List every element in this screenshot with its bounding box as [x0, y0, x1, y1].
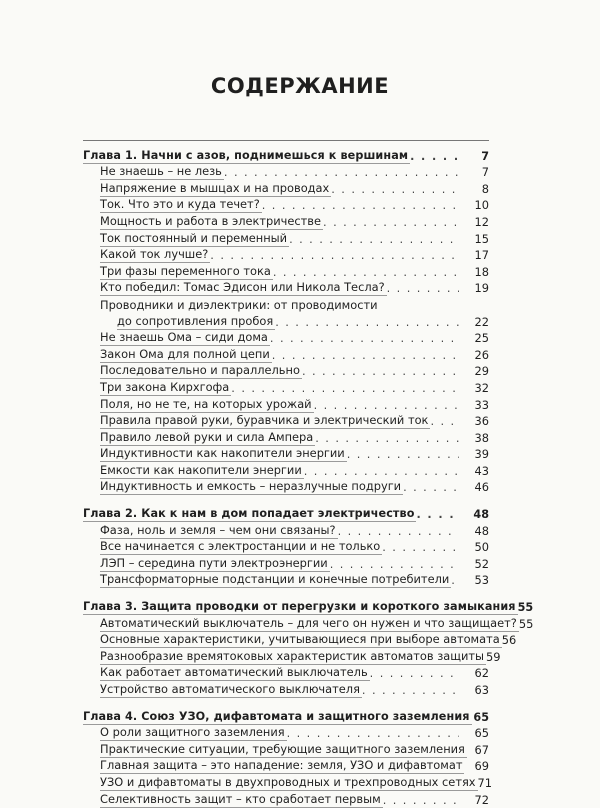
toc-entry-title: Мощность и работа в электричестве [100, 213, 322, 228]
toc-entry-page-number: 53 [474, 573, 489, 588]
toc-entry-title: Индуктивность и емкость – неразлучные подруги [100, 479, 402, 494]
toc-entry [83, 446, 489, 463]
dot-leader [370, 666, 459, 681]
toc-entry-title: Трансформаторные подстанции и конечные потребители [100, 572, 450, 587]
toc-entry [83, 230, 489, 247]
toc-entry-page-number: 15 [474, 231, 489, 246]
toc-entry-title: Фаза, ноль и земля – чем они связаны? [100, 522, 336, 537]
toc-entry-continuation [83, 313, 489, 330]
toc-entry-title: Три закона Кирхгофа [100, 379, 230, 394]
toc-entry-page-number: 32 [474, 380, 489, 395]
dot-leader [323, 215, 459, 230]
toc-entry-page-number: 72 [474, 792, 489, 807]
toc-entry-title: Основные характеристики, учитывающиеся при выборе автомата [100, 632, 500, 647]
toc-entry [83, 522, 489, 539]
toc-entry [83, 296, 489, 313]
toc-entry-title: Ток постоянный и переменный [100, 230, 288, 245]
dot-leader [231, 381, 459, 396]
toc-entry-page-number: 25 [474, 331, 489, 346]
toc-entry-page-number: 50 [474, 540, 489, 555]
toc-entry [83, 774, 493, 791]
toc-entry-page-number: 38 [474, 430, 489, 445]
dot-leader [224, 165, 459, 180]
toc-entry-title: Практические ситуации, требующие защитного заземления [100, 741, 465, 756]
toc-entry-page-number: 18 [474, 264, 489, 279]
toc-entry [83, 741, 489, 758]
toc-entry-page-number: 26 [474, 347, 489, 362]
toc-entry-title: ЛЭП – середина пути электроэнергии [100, 555, 328, 570]
toc-entry [83, 725, 489, 742]
toc-entry [83, 213, 489, 230]
toc-entry [83, 413, 489, 430]
toc-entry-page-number: 43 [474, 463, 489, 478]
toc-entry-page-number: 7 [481, 165, 489, 180]
toc-entry-title: Какой ток лучше? [100, 247, 209, 262]
dot-leader [403, 480, 459, 495]
toc-entry-title: Напряжение в мышцах и на проводах [100, 180, 330, 195]
toc-entry-page-number: 56 [501, 633, 517, 648]
toc-entry-page-number: 17 [474, 248, 489, 263]
toc-entry [83, 429, 489, 446]
chapter-heading [83, 708, 489, 725]
toc-entry-page-number: 67 [474, 742, 489, 757]
toc-entry-continuation-page-number: 22 [474, 314, 489, 329]
chapter-heading-page-number: 65 [473, 710, 489, 724]
dot-leader [302, 364, 459, 379]
toc-entry-title: Устройство автоматического выключателя [100, 682, 360, 696]
toc-entry-page-number: 33 [474, 397, 489, 412]
toc-entry [83, 263, 489, 280]
toc-entry [83, 648, 501, 665]
toc-entry [83, 363, 489, 380]
toc-entry [83, 379, 489, 396]
dot-leader [382, 540, 459, 555]
toc-entry-page-number: 10 [474, 198, 489, 213]
toc-entry-title: УЗО и дифавтоматы в двухпроводных и трехпроводных сетях [100, 774, 476, 789]
toc-entry-page-number: 39 [474, 447, 489, 462]
toc-entry [83, 280, 489, 297]
dot-leader [383, 793, 459, 808]
toc-entry-title: Последовательно и параллельно [100, 363, 300, 378]
chapter-heading-title: Глава 2. Как к нам в дом попадает электричество [83, 507, 415, 521]
toc-entry [83, 396, 489, 413]
toc-entry [83, 615, 534, 632]
chapter-heading-page-number: 55 [517, 601, 534, 615]
toc-entry [83, 791, 489, 808]
dot-leader [416, 507, 459, 522]
toc-entry-title: Проводники и диэлектрики: от проводимости [100, 297, 378, 312]
chapter-heading-title: Глава 1. Начни с азов, поднимешься к вершинам [83, 148, 409, 162]
chapter-heading [83, 505, 489, 522]
dot-leader [451, 573, 459, 588]
toc-entry-title: Правило левой руки и сила Ампера [100, 429, 314, 444]
dot-leader [331, 182, 459, 197]
chapter-heading-title: Глава 4. Союз УЗО, дифавтомата и защитного заземления [83, 709, 470, 723]
dot-leader [270, 331, 459, 346]
toc-entry [83, 330, 489, 347]
toc-entry-page-number: 46 [474, 480, 489, 495]
toc-entry-title: Разнообразие времятоковых характеристик автоматов защиты [100, 648, 485, 663]
toc-entry [83, 758, 489, 775]
dot-leader [262, 198, 459, 213]
dot-leader [330, 557, 459, 572]
toc-entry-page-number: 29 [474, 364, 489, 379]
toc-entry-title: Все начинается с электростанции и не только [100, 539, 381, 554]
dot-leader [315, 431, 459, 446]
dot-leader [275, 315, 459, 330]
dot-leader [287, 726, 459, 741]
toc-entry-page-number: 63 [474, 683, 489, 697]
toc-entry-page-number: 62 [474, 666, 489, 681]
dot-leader [430, 414, 459, 429]
toc-entry [83, 346, 489, 363]
toc-entry [83, 164, 489, 181]
toc-entry [83, 632, 517, 649]
toc-entry [83, 479, 489, 496]
chapter-heading [83, 147, 489, 164]
toc-entry-title: Автоматический выключатель – для чего он нужен и что защищает? [100, 615, 517, 630]
toc-entry [83, 681, 489, 698]
toc-entry-title: Три фазы переменного тока [100, 263, 271, 278]
toc-entry-page-number: 59 [486, 649, 501, 664]
dot-leader [387, 281, 459, 296]
dot-leader [347, 447, 459, 462]
chapter-heading-title: Глава 3. Защита проводки от перегрузки и короткого замыкания [83, 600, 516, 614]
toc-entry-page-number: 8 [481, 181, 489, 196]
toc-entry-page-number: 71 [477, 775, 493, 790]
toc-entry-title: Как работает автоматический выключатель [100, 665, 368, 680]
dot-leader [338, 524, 459, 539]
toc-entry-title: Главная защита – это нападение: земля, УЗО и дифавтомат [100, 758, 463, 773]
toc-entry-title: О роли защитного заземления [100, 725, 285, 740]
toc-entry-title: Ток. Что это и куда течет? [100, 197, 260, 212]
dot-leader [314, 398, 459, 413]
top-rule [83, 140, 489, 141]
toc-entry-title: Кто победил: Томас Эдисон или Никола Тесла? [100, 280, 385, 295]
toc-entry-title: Поля, но не те, на которых урожай [100, 396, 312, 411]
dot-leader [289, 232, 459, 247]
toc-entry [83, 462, 489, 479]
toc-entry-page-number: 55 [518, 616, 534, 631]
toc-entry [83, 197, 489, 214]
page-title: СОДЕРЖАНИЕ [210, 74, 390, 98]
toc-entry-title: Селективность защит – кто сработает первым [100, 791, 381, 806]
toc-entry-title: Правила правой руки, буравчика и электрический ток [100, 413, 429, 428]
dot-leader [273, 265, 459, 280]
toc-entry-title: Не знаешь – не лезь [100, 164, 222, 179]
chapter-heading-page-number: 48 [473, 508, 489, 522]
dot-leader [362, 683, 459, 698]
table-of-contents [83, 142, 534, 808]
toc-entry-page-number: 36 [474, 414, 489, 429]
toc-entry-page-number: 65 [474, 726, 489, 741]
dot-leader [210, 248, 459, 263]
chapter-heading [83, 598, 534, 615]
toc-entry-page-number: 69 [474, 759, 489, 774]
toc-entry-page-number: 19 [474, 281, 489, 296]
toc-entry [83, 180, 489, 197]
toc-entry-page-number: 48 [474, 523, 489, 538]
toc-entry-title: Не знаешь Ома – сиди дома [100, 330, 268, 345]
dot-leader [304, 464, 459, 479]
toc-entry-title: Индуктивности как накопители энергии [100, 446, 345, 461]
toc-entry-page-number: 12 [474, 214, 489, 229]
toc-entry-title: Закон Ома для полной цепи [100, 346, 270, 361]
toc-entry-page-number: 52 [474, 556, 489, 571]
toc-entry [83, 665, 489, 682]
dot-leader [272, 348, 459, 363]
toc-entry [83, 555, 489, 572]
toc-entry [83, 572, 489, 589]
toc-entry [83, 539, 489, 556]
toc-entry-continuation-title: до сопротивления пробоя [117, 313, 274, 328]
chapter-heading-page-number: 7 [481, 149, 489, 163]
dot-leader [410, 149, 459, 164]
toc-entry-title: Емкости как накопители энергии [100, 462, 302, 477]
toc-entry [83, 247, 489, 264]
